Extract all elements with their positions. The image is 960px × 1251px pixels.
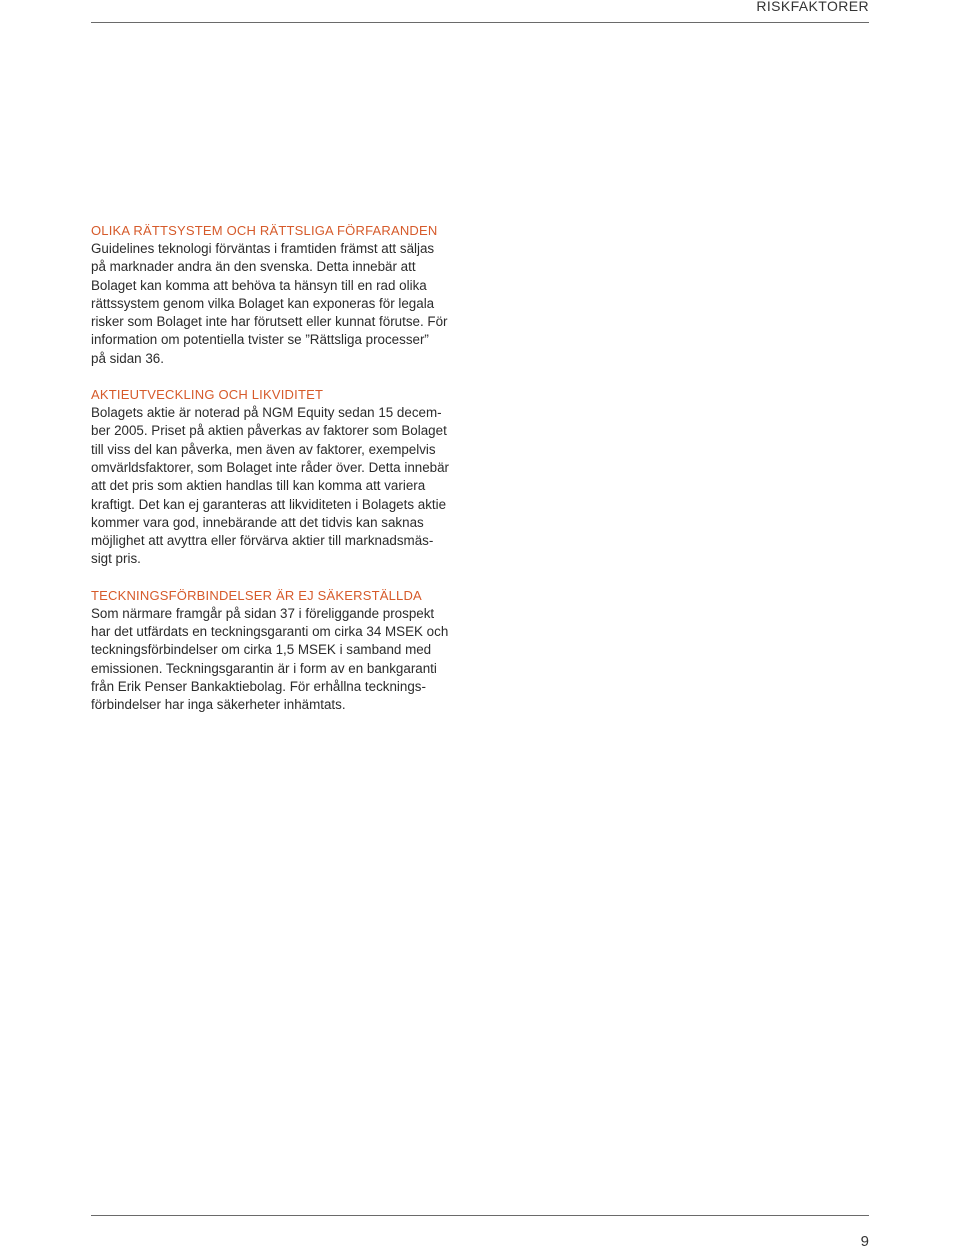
section-body	[91, 240, 471, 368]
section-heading: OLIKA RÄTTSYSTEM OCH RÄTTSLIGA FÖRFARANDEN	[91, 223, 438, 238]
text-line: Som närmare framgår på sidan 37 i föreliggande prospekt	[91, 605, 435, 621]
text-line: risker som Bolaget inte har förutsett eller kunnat förutse. För	[91, 314, 448, 330]
text-line: ber 2005. Priset på aktien påverkas av faktorer som Bolaget	[91, 423, 447, 439]
text-line: kraftigt. Det kan ej garanteras att likviditeten i Bolagets aktie	[91, 496, 447, 512]
section-heading: TECKNINGSFÖRBINDELSER ÄR EJ SÄKERSTÄLLDA	[91, 587, 422, 603]
section-body	[91, 404, 471, 569]
text-line: rättssystem genom vilka Bolaget kan exponeras för legala	[91, 295, 435, 311]
text-line: emissionen. Teckningsgarantin är i form av en bankgaranti	[91, 660, 437, 676]
section-subscription-commitments	[91, 587, 471, 715]
running-head: RISKFAKTORER	[756, 0, 869, 14]
text-line: till viss del kan påverka, men även av faktorer, exempelvis	[91, 441, 436, 457]
section-heading: AKTIEUTVECKLING OCH LIKVIDITET	[91, 387, 324, 403]
section-body	[91, 605, 471, 715]
main-content	[91, 222, 471, 733]
text-line: sigt pris.	[91, 551, 141, 567]
text-line: Bolagets aktie är noterad på NGM Equity sedan 15 decem-	[91, 405, 442, 421]
text-line: förbindelser har inga säkerheter inhämtats.	[91, 697, 346, 713]
text-line: teckningsförbindelser om cirka 1,5 MSEK i samband med	[91, 642, 432, 658]
section-legal-systems	[91, 222, 471, 368]
text-line: att det pris som aktien handlas till kan komma att variera	[91, 478, 426, 494]
text-line: på marknader andra än den svenska. Detta innebär att	[91, 259, 416, 275]
text-line: omvärldsfaktorer, som Bolaget inte råder över. Detta innebär	[91, 459, 450, 475]
text-line: information om potentiella tvister se ”Rättsliga processer”	[91, 332, 429, 348]
text-line: från Erik Penser Bankaktiebolag. För erhållna tecknings-	[91, 678, 426, 694]
text-line: kommer vara god, innebärande att det tidvis kan saknas	[91, 514, 424, 530]
page-number: 9	[860, 1233, 869, 1250]
text-line: Bolaget kan komma att behöva ta hänsyn till en rad olika	[91, 277, 427, 293]
text-line: på sidan 36.	[91, 350, 164, 366]
text-line: Guidelines teknologi förväntas i framtiden främst att säljas	[91, 241, 435, 256]
bottom-rule	[91, 1215, 869, 1216]
section-share-liquidity	[91, 386, 471, 569]
top-rule	[91, 22, 869, 23]
text-line: har det utfärdats en teckningsgaranti om cirka 34 MSEK och	[91, 624, 449, 640]
text-line: möjlighet att avyttra eller förvärva aktier till marknadsmäs-	[91, 533, 434, 549]
